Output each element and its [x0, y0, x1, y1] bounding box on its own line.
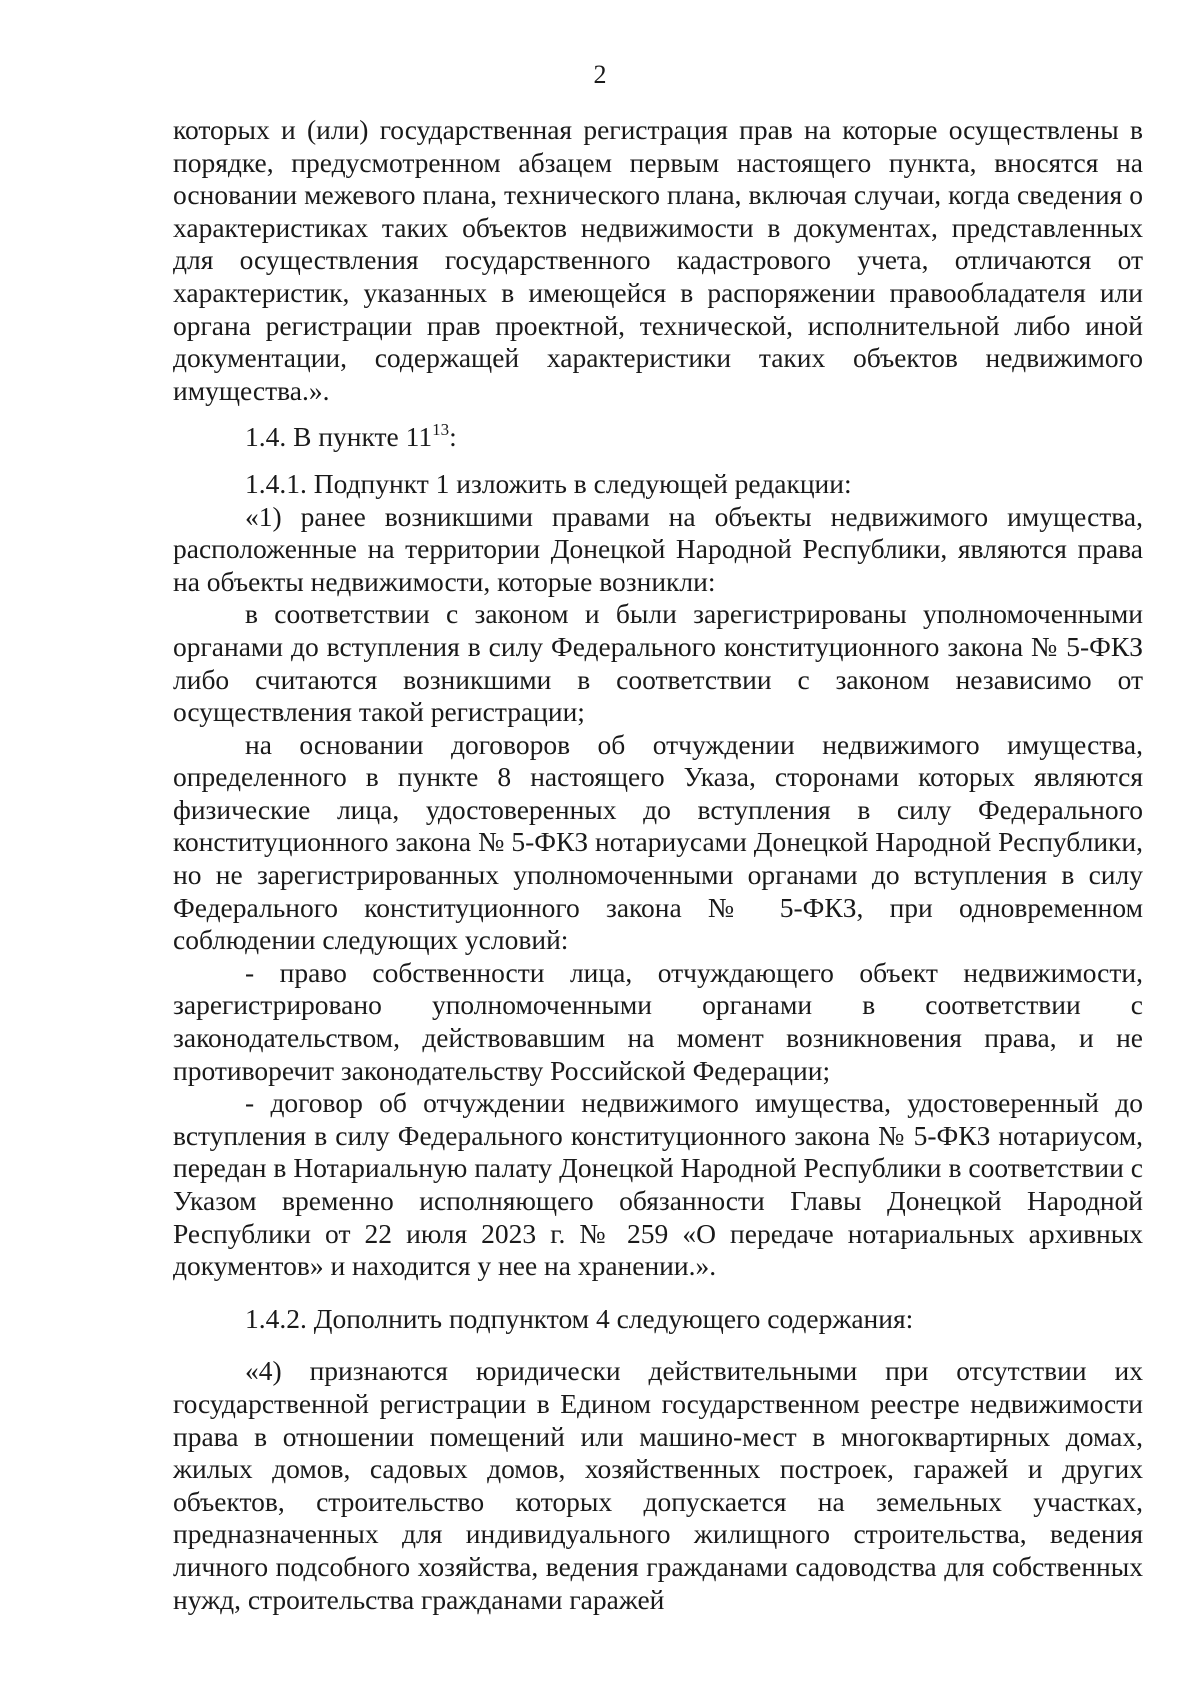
paragraph-continuation: которых и (или) государственная регистрация прав на которые осуществлены в порядке, предусмотренном абзацем первым настоящего пункта, вносятся на основании межевого плана, технического плана, включая случаи, когда сведения о характеристиках таких объектов недвижимости в документах, представленных для осуществления государственного кадастрового учета, отличаются от характеристик, указанных в имеющейся в распоряжении правообладателя или органа регистрации прав проектной, технической, исполнительной либо иной документации, содержащей характеристики таких объектов недвижимого имущества.». — [173, 114, 1143, 406]
paragraph-contracts: на основании договоров об отчуждении недвижимого имущества, определенного в пункте 8 настоящего Указа, сторонами которых являются физические лица, удостоверенных до вступления в силу Федерального конституционного закона № 5-ФКЗ нотариусами Донецкой Народной Республики, но не зарегистрированных уполномоченными органами до вступления в силу Федерального конституционного закона № 5-ФКЗ, при одновременном соблюдении следующих условий: — [173, 728, 1143, 956]
paragraph-subitem-4: «4) признаются юридически действительными при отсутствии их государственной регистрации в Едином государственном реестре недвижимости права в отношении помещений или машино-мест в многоквартирных домах, жилых домов, садовых домов, хозяйственных построек, гаражей и других объектов, строительство которых допускается на земельных участках, предназначенных для индивидуального жилищного строительства, ведения личного подсобного хозяйства, ведения гражданами садоводства для собственных нужд, строительства гражданами гаражей — [173, 1355, 1143, 1615]
paragraph-1-4-suffix: : — [449, 421, 457, 453]
paragraph-1-4-superscript: 13 — [432, 420, 450, 440]
paragraph-condition-ownership: - право собственности лица, отчуждающего объект недвижимости, зарегистрировано уполномоченными органами в соответствии с законодательством, действовавшим на момент возникновения права, и не противоречит законодательству Российской Федерации; — [173, 956, 1143, 1086]
paragraph-1-4-text: 1.4. В пункте 11 — [245, 421, 433, 453]
paragraph-condition-contract: - договор об отчуждении недвижимого имущества, удостоверенный до вступления в силу Федерального конституционного закона № 5-ФКЗ нотариусом, передан в Нотариальную палату Донецкой Народной Республики в соответствии с Указом временно исполняющего обязанности Главы Донецкой Народной Республики от 22 июля 2023 г. № 259 «О передаче нотариальных архивных документов» и находится у нее на хранении.». — [173, 1087, 1143, 1282]
paragraph-1-4-1: 1.4.1. Подпункт 1 изложить в следующей редакции: — [245, 467, 852, 499]
paragraph-law-registration: в соответствии с законом и были зарегистрированы уполномоченными органами до вступления в силу Федерального конституционного закона № 5-ФКЗ либо считаются возникшими в соответствии с законом независимо от осуществления такой регистрации; — [173, 598, 1143, 728]
paragraph-subitem-1: «1) ранее возникшими правами на объекты недвижимого имущества, расположенные на территории Донецкой Народной Республики, являются права на объекты недвижимости, которые возникли: — [173, 500, 1143, 597]
paragraph-1-4 — [173, 421, 1143, 454]
paragraph-1-4-2: 1.4.2. Дополнить подпунктом 4 следующего содержания: — [245, 1302, 914, 1334]
document-body — [173, 114, 1143, 1616]
page-number: 2 — [593, 60, 607, 89]
